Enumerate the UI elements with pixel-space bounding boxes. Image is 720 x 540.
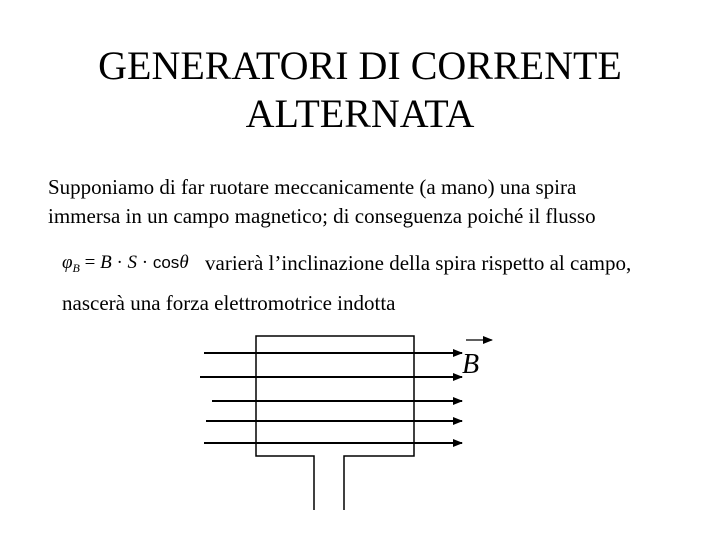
title-line-1: GENERATORI DI CORRENTE: [98, 43, 622, 88]
formula-dot-1: ·: [111, 252, 128, 273]
paragraph-line-2: immersa in un campo magnetico; di conseguenza poiché il flusso: [48, 204, 596, 228]
paragraph-line-4: nascerà una forza elettromotrice indotta: [62, 291, 396, 315]
formula-theta: θ: [179, 252, 189, 273]
formula-subscript: B: [72, 261, 80, 275]
wire-loop: [256, 336, 414, 510]
formula-cos: cos: [152, 253, 180, 272]
paragraph-line-1: Supponiamo di far ruotare meccanicamente (a mano) una spira: [48, 175, 577, 199]
field-label-b: B: [462, 349, 480, 380]
formula-phi: φ: [62, 252, 73, 273]
title-line-2: ALTERNATA: [245, 91, 475, 136]
formula-s: S: [127, 252, 138, 273]
paragraph-line-3: varierà l’inclinazione della spira rispetto al campo,: [205, 251, 632, 275]
formula-equals: =: [79, 252, 101, 273]
formula-dot-2: ·: [137, 252, 153, 273]
formula-b: B: [100, 252, 112, 273]
